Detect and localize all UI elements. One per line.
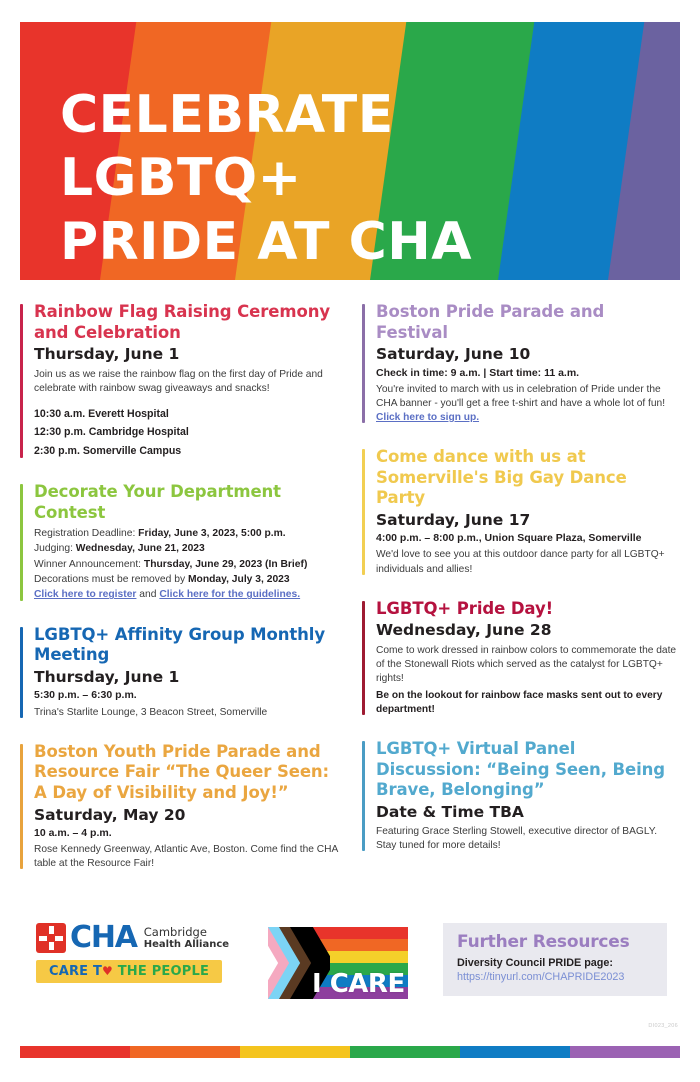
footer [0, 905, 700, 1035]
bottom-rainbow-bar [20, 1046, 680, 1058]
bottom-bar-segment [460, 1046, 570, 1058]
tagline-pre: CARE T [48, 964, 103, 979]
detail-value: Wednesday, June 21, 2023 [75, 543, 205, 555]
bottom-bar-segment [570, 1046, 680, 1058]
event-detail-line [34, 557, 338, 572]
event-time-item: 10:30 a.m. Everett Hospital [34, 407, 169, 420]
event-times-list [34, 405, 338, 461]
event-date: Saturday, June 17 [376, 510, 531, 529]
detail-label: Registration Deadline: [34, 527, 139, 539]
guidelines-link[interactable]: Click here for the guidelines. [159, 589, 301, 601]
events-column-left [20, 302, 338, 893]
event-body: Join us as we raise the rainbow flag on the first day of Pride and celebrate with rainbow swag giveaways and snacks! [34, 368, 323, 394]
event-card [20, 742, 338, 872]
cha-name-line1: Cambridge [143, 924, 207, 939]
medical-cross-icon [36, 923, 66, 953]
cha-full-name [144, 926, 229, 950]
event-card [20, 625, 338, 720]
header-banner [20, 22, 680, 280]
event-title: LGBTQ+ Pride Day! [376, 598, 554, 618]
event-accent-bar [20, 627, 23, 718]
bottom-bar-segment [350, 1046, 460, 1058]
event-date: Wednesday, June 28 [376, 621, 552, 640]
event-accent-bar [20, 744, 23, 870]
event-time-item: 12:30 p.m. Cambridge Hospital [34, 426, 189, 439]
cha-logo [36, 920, 236, 983]
page-title-line2: PRIDE AT CHA [60, 211, 472, 272]
event-card [362, 739, 680, 853]
event-body: You're invited to march with us in celebration of Pride under the CHA banner - you'll get a free t-shirt and have a whole lot of fun! Click here to sign up. [376, 383, 666, 423]
event-accent-bar [362, 741, 365, 851]
event-detail-line [34, 572, 338, 587]
event-card [362, 599, 680, 717]
event-subdetail: 10 a.m. – 4 p.m. [34, 826, 112, 839]
event-card [362, 447, 680, 577]
event-title: LGBTQ+ Affinity Group Monthly Meeting [34, 624, 326, 665]
register-link[interactable]: Click here to register [34, 589, 137, 601]
cha-name-line2: Health Alliance [143, 938, 230, 950]
care-tagline-banner [36, 960, 222, 983]
bottom-bar-segment [20, 1046, 130, 1058]
event-card [20, 302, 338, 460]
tagline-post: THE PEOPLE [113, 964, 210, 979]
event-body: Trina's Starlite Lounge, 3 Beacon Street, Somerville [34, 706, 268, 718]
event-body: Rose Kennedy Greenway, Atlantic Ave, Boston. Come find the CHA table at the Resource Fair! [34, 844, 338, 870]
resources-url[interactable]: https://tinyurl.com/CHAPRIDE2023 [457, 971, 625, 983]
event-accent-bar [362, 449, 365, 575]
event-date: Saturday, May 20 [34, 805, 186, 824]
event-date: Thursday, June 1 [34, 668, 180, 687]
event-body: Come to work dressed in rainbow colors to commemorate the date of the Stonewall Riots which served as the catalyst for LGBTQ+ rights! [376, 644, 677, 684]
bottom-bar-segment [240, 1046, 350, 1058]
event-body: We'd love to see you at this outdoor dance party for all LGBTQ+ individuals and allies! [376, 549, 665, 575]
event-date: Date & Time TBA [376, 802, 524, 821]
event-card [20, 482, 338, 602]
event-date: Saturday, June 10 [376, 345, 531, 364]
detail-label: Decorations must be removed by [34, 573, 188, 585]
event-subdetail: 5:30 p.m. – 6:30 p.m. [34, 689, 137, 702]
detail-label: Judging: [34, 543, 76, 555]
further-resources-box [443, 923, 667, 996]
event-accent-bar [20, 484, 23, 600]
detail-value: Monday, July 3, 2023 [187, 573, 290, 585]
event-title: Decorate Your Department Contest [34, 482, 281, 522]
detail-value: Friday, June 3, 2023, 5:00 p.m. [138, 527, 286, 539]
event-title: Rainbow Flag Raising Ceremony and Celebration [34, 302, 331, 342]
event-detail-line [34, 526, 338, 541]
i-care-label: I CARE [312, 969, 405, 999]
event-accent-bar [20, 304, 23, 458]
bottom-bar-segment [130, 1046, 240, 1058]
event-time-item: 2:30 p.m. Somerville Campus [34, 444, 182, 457]
page-title-line1: CELEBRATE LGBTQ+ [60, 85, 394, 209]
event-accent-bar [362, 304, 365, 423]
detail-value: Thursday, June 29, 2023 (In Brief) [143, 558, 308, 570]
event-body-emphasis: Be on the lookout for rainbow face masks sent out to every department! [376, 689, 663, 715]
event-date: Thursday, June 1 [34, 345, 180, 364]
progress-pride-flag [268, 927, 408, 999]
event-title: LGBTQ+ Virtual Panel Discussion: “Being Seen, Being Brave, Belonging” [376, 739, 665, 800]
event-links [34, 587, 338, 602]
event-subdetail: Check in time: 9 a.m. | Start time: 11 a.m. [376, 366, 580, 379]
events-column-right [362, 302, 680, 875]
event-body: Featuring Grace Sterling Stowell, executive director of BAGLY. Stay tuned for more details! [376, 826, 658, 852]
resources-title: Further Resources [457, 932, 630, 952]
event-title: Come dance with us at Somerville's Big Gay Dance Party [376, 447, 627, 508]
event-link[interactable]: Click here to sign up. [376, 411, 480, 423]
event-title: Boston Youth Pride Parade and Resource Fair “The Queer Seen: A Day of Visibility and Joy!” [34, 741, 330, 802]
detail-label: Winner Announcement: [34, 558, 144, 570]
resources-label: Diversity Council PRIDE page: [457, 957, 613, 969]
heart-icon: ♥ [102, 964, 114, 978]
small-print-code: DI023_206 [648, 1023, 678, 1029]
event-card [362, 302, 680, 425]
link-separator: and [136, 589, 160, 601]
cha-acronym: CHA [70, 920, 137, 955]
event-accent-bar [362, 601, 365, 715]
event-detail-line [34, 541, 338, 556]
page-title [60, 84, 650, 274]
event-subdetail: 4:00 p.m. – 8:00 p.m., Union Square Plaza, Somerville [376, 532, 642, 545]
event-title: Boston Pride Parade and Festival [376, 302, 605, 342]
